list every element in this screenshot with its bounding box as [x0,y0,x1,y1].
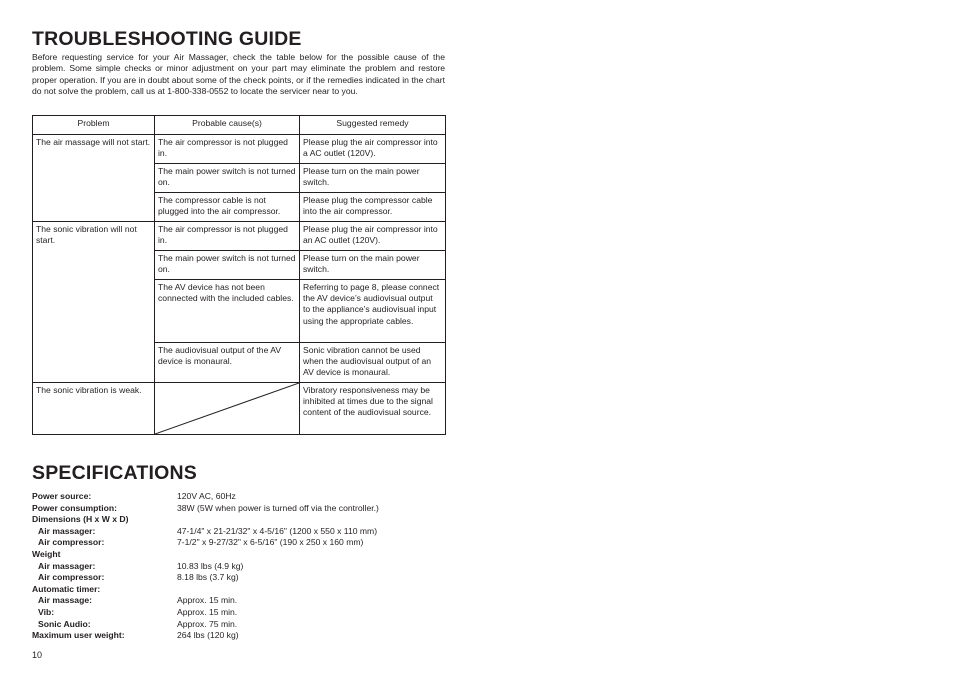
specifications-list [32,491,452,642]
problem-cell: The sonic vibration is weak. [33,383,155,435]
spec-label: Maximum user weight: [32,630,125,641]
remedy-cell: Sonic vibration cannot be used when the audiovisual output of an AV device is monaural. [300,343,446,383]
spec-row [32,630,452,642]
remedy-cell: Please plug the compressor cable into the air compressor. [300,193,446,222]
spec-value: Approx. 15 min. [177,595,238,606]
spec-label: Vib: [38,606,55,617]
spec-row [32,619,452,631]
spec-label: Air massage: [38,595,92,606]
spec-row [32,584,452,596]
spec-label: Air massager: [38,525,96,536]
cause-cell: The air compressor is not plugged in. [155,222,300,251]
header-remedy: Suggested remedy [300,116,446,135]
table-row [33,135,446,164]
spec-row [32,561,452,573]
problem-cell: The air massage will not start. [33,135,155,222]
spec-value: Approx. 15 min. [177,606,238,617]
remedy-cell: Please plug the air compressor into a AC outlet (120V). [300,135,446,164]
empty-cause-cell [155,383,300,435]
cause-cell: The compressor cable is not plugged into the air compressor. [155,193,300,222]
remedy-cell: Referring to page 8, please connect the AV device’s audiovisual output to the appliance’s audiovisual input using the appropriate cables. [300,280,446,343]
spec-value: 10.83 lbs (4.9 kg) [177,560,244,571]
troubleshooting-table [32,115,446,435]
table-header-row [33,116,446,135]
spec-row [32,526,452,538]
spec-value: 8.18 lbs (3.7 kg) [177,572,239,583]
header-cause: Probable cause(s) [155,116,300,135]
spec-row [32,595,452,607]
spec-label: Air massager: [38,560,96,571]
problem-cell: The sonic vibration will not start. [33,222,155,383]
spec-value: 7-1/2" x 9-27/32" x 6-5/16" (190 x 250 x 160 mm) [177,537,364,548]
page-number: 10 [32,650,43,660]
cause-cell: The AV device has not been connected with the included cables. [155,280,300,343]
spec-value: 264 lbs (120 kg) [177,630,239,641]
diagonal-strike-line [155,383,299,434]
spec-row [32,549,452,561]
spec-row [32,572,452,584]
cause-cell: The air compressor is not plugged in. [155,135,300,164]
cause-cell: The main power switch is not turned on. [155,164,300,193]
spec-row [32,514,452,526]
spec-label: Power source: [32,491,92,501]
spec-row [32,503,452,515]
spec-row [32,607,452,619]
spec-label: Sonic Audio: [38,618,91,629]
spec-value: 120V AC, 60Hz [177,491,236,501]
remedy-cell: Please turn on the main power switch. [300,251,446,280]
remedy-cell: Please plug the air compressor into an AC outlet (120V). [300,222,446,251]
spec-label: Air compressor: [38,572,105,583]
remedy-cell: Please turn on the main power switch. [300,164,446,193]
spec-value: Approx. 75 min. [177,618,238,629]
spec-row [32,537,452,549]
specifications-title: SPECIFICATIONS [32,462,197,484]
table-row [33,222,446,251]
troubleshooting-intro: Before requesting service for your Air Massager, check the table below for the possible cause of the problem. Some simple checks or minor adjustment on your part may eliminate the problem and restore proper operation. If you are in doubt about some of the check points, or if the remedies indicated in the chart do not solve the problem, call us at 1-800-338-0552 to locate the servicer near to you. [32,52,445,97]
remedy-cell: Vibratory responsiveness may be inhibited at times due to the signal content of the audiovisual source. [300,383,446,435]
spec-label: Weight [32,548,61,559]
spec-label: Power consumption: [32,502,117,513]
spec-value: 47-1/4" x 21-21/32" x 4-5/16" (1200 x 550 x 110 mm) [177,525,378,536]
cause-cell: The main power switch is not turned on. [155,251,300,280]
cause-cell: The audiovisual output of the AV device is monaural. [155,343,300,383]
spec-label: Dimensions (H x W x D) [32,514,129,525]
troubleshooting-title: TROUBLESHOOTING GUIDE [32,28,302,50]
header-problem: Problem [33,116,155,135]
spec-label: Automatic timer: [32,583,101,594]
spec-value: 38W (5W when power is turned off via the controller.) [177,502,379,513]
spec-label: Air compressor: [38,537,105,548]
table-row [33,383,446,435]
spec-row [32,491,452,503]
